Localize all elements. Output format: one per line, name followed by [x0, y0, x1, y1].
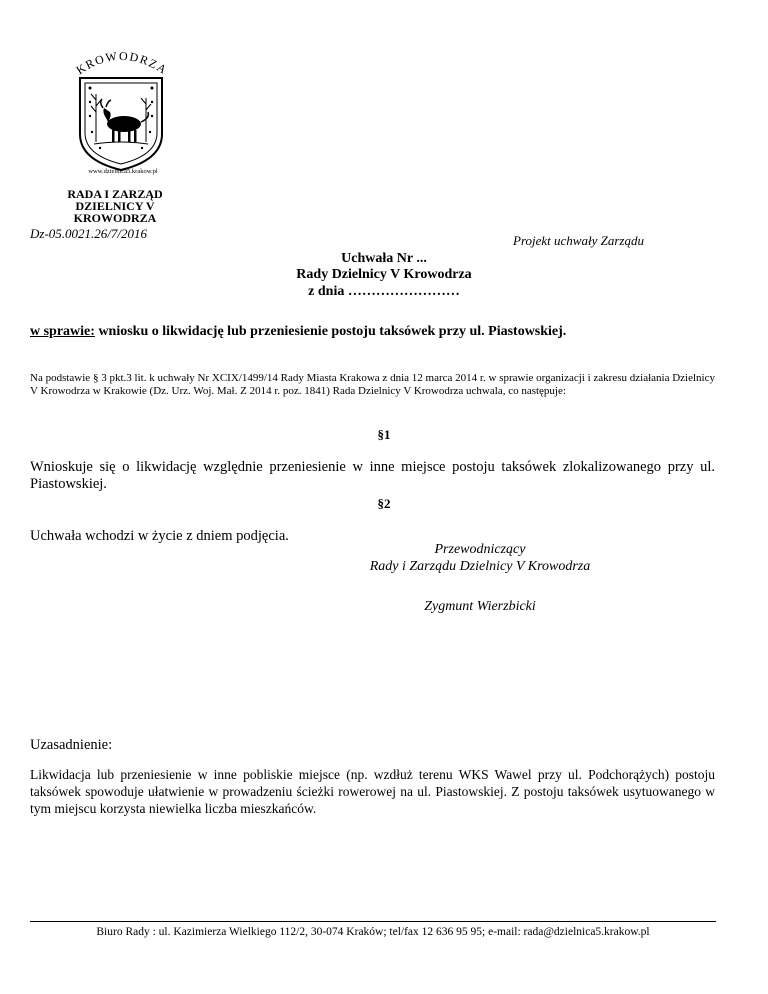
- legal-basis: Na podstawie § 3 pkt.3 lit. k uchwały Nr XCIX/1499/14 Rady Miasta Krakowa z dnia 12 marca 2014 r. w sprawie organizacji i zakresu działania Dzielnicy V Krowodrza w Krakowie (Dz. Urz. Woj. Mał. Z 2014 r. poz. 1841) Rada Dzielnicy V Krowodrza uchwala, co następuje:: [30, 372, 715, 397]
- issuing-body-line1: RADA I ZARZĄD: [67, 187, 163, 201]
- resolution-title: Uchwała Nr ...: [341, 251, 427, 266]
- resolution-date: z dnia ……………………: [308, 284, 460, 299]
- signatory-body: Rady i Zarządu Dzielnicy V Krowodrza: [369, 559, 591, 574]
- resolution-subject: [30, 324, 566, 340]
- justification-heading: Uzasadnienie:: [30, 737, 113, 753]
- justification-text: Likwidacja lub przeniesienie w inne pobliskie miejsce (np. wzdłuż terenu WKS Wawel przy ul. Podchorążych) postoju taksówek spowoduje ułatwienie w prowadzeniu ścieżki rowerowej na ul. Piastowskiej. Z postoju taksówek usytuowanego w tym miejscu korzysta niewielka liczba mieszkańców.: [30, 767, 715, 816]
- signatory-role: Przewodniczący: [434, 542, 526, 557]
- footer-address: Biuro Rady : ul. Kazimierza Wielkiego 112/2, 30-074 Kraków; tel/fax 12 636 95 95; e-mail: rada@dzielnica5.krakow.pl: [96, 926, 650, 938]
- section-1-heading: §1: [377, 427, 391, 442]
- footer-divider: [30, 921, 716, 922]
- subject-prefix: w sprawie:: [30, 324, 95, 339]
- issuing-body: [50, 188, 180, 224]
- project-label: Projekt uchwały Zarządu: [513, 233, 644, 248]
- subject-text: wniosku o likwidację lub przeniesienie postoju taksówek przy ul. Piastowskiej.: [94, 324, 567, 339]
- section-1-text: Wnioskuje się o likwidację względnie przeniesienie w inne miejsce postoju taksówek zlokalizowanego przy ul. Piastowskiej.: [30, 459, 715, 492]
- website-url: www.dzielnica5.krakow.pl: [88, 168, 158, 175]
- signatory-name: Zygmunt Wierzbicki: [424, 599, 536, 614]
- coat-of-arms-icon: [66, 42, 176, 172]
- document-reference: Dz-05.0021.26/7/2016: [30, 226, 147, 241]
- svg-text:KROWODRZA: [74, 49, 171, 77]
- issuing-body-line2: DZIELNICY V: [75, 199, 155, 213]
- logo-arc-text: KROWODRZA: [73, 48, 171, 78]
- issuing-body-line3: KROWODRZA: [73, 211, 157, 225]
- section-2-text: Uchwała wchodzi w życie z dniem podjęcia.: [30, 528, 289, 544]
- section-2-heading: §2: [377, 496, 391, 511]
- resolution-council: Rady Dzielnicy V Krowodrza: [296, 267, 472, 282]
- district-coat-of-arms: [66, 42, 176, 172]
